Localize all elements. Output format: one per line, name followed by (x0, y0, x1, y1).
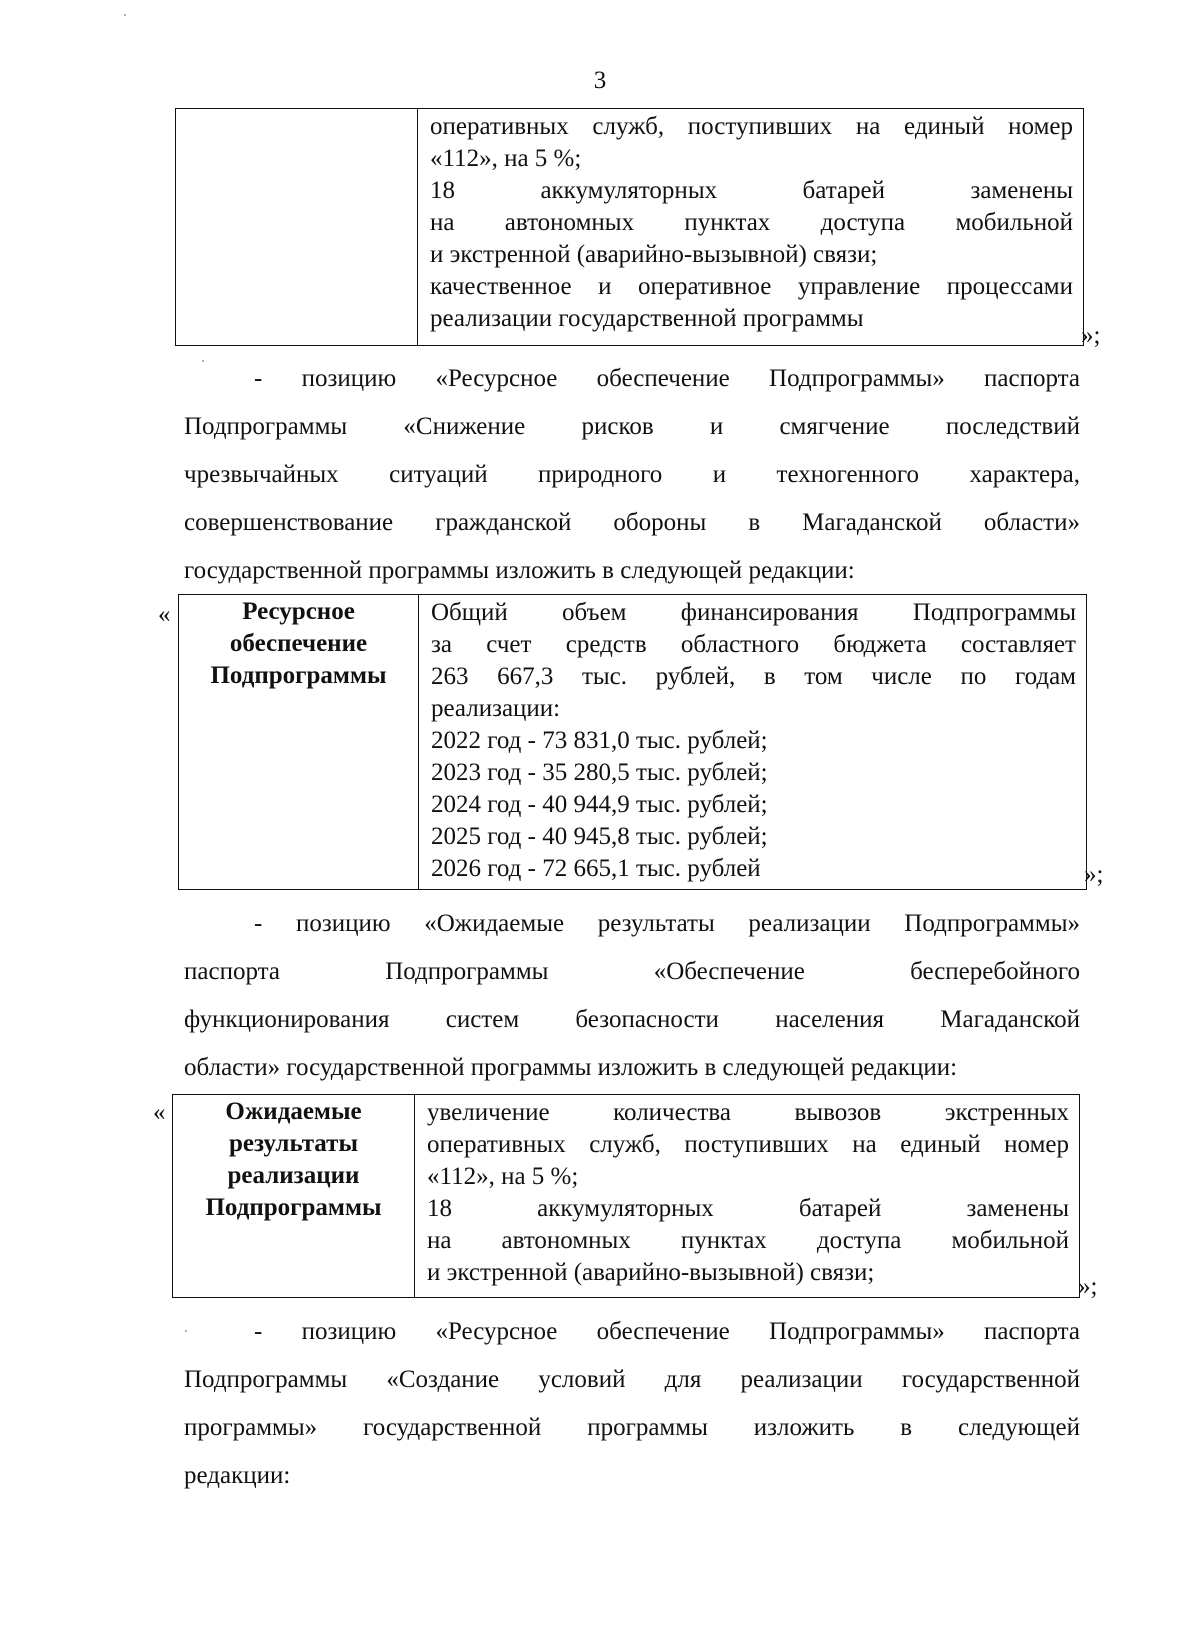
content-line: на автономных пунктах доступа мобильной (427, 1227, 1069, 1254)
content-line: 2025 год - 40 945,8 тыс. рублей; (431, 823, 768, 850)
paragraph-line: области» государственной программы изложить в следующей редакции: (184, 1054, 958, 1081)
paragraph-line: паспорта Подпрограммы «Обеспечение бесперебойного (184, 958, 1080, 985)
content-line: Общий объем финансирования Подпрограммы (431, 599, 1076, 626)
content-line: оперативных служб, поступивших на единый номер (430, 113, 1073, 140)
content-line: 18 аккумуляторных батарей заменены (427, 1195, 1069, 1222)
label-line: реализации (227, 1162, 360, 1189)
results-content-cell (418, 109, 1083, 345)
paragraph-results-position (184, 900, 1080, 1092)
content-line: и экстренной (аварийно-вызывной) связи; (427, 1259, 875, 1286)
content-line: «112», на 5 %; (427, 1163, 579, 1190)
label-line: Подпрограммы (210, 662, 387, 689)
paragraph-line: совершенствование гражданской обороны в Магаданской области» (184, 509, 1080, 536)
paragraph-line: редакции: (184, 1462, 291, 1489)
paragraph-resource-position-2 (184, 1308, 1080, 1500)
paragraph-line: Подпрограммы «Снижение рисков и смягчение последствий (184, 413, 1080, 440)
opening-quote: « (158, 601, 171, 628)
label-line: Подпрограммы (205, 1194, 382, 1221)
content-line: реализации государственной программы (430, 305, 864, 332)
expected-results-label-cell (173, 1095, 415, 1297)
closing-quote: »; (1084, 861, 1104, 888)
paragraph-line: - позицию «Ожидаемые результаты реализации Подпрограммы» (254, 910, 1080, 937)
scan-speck (124, 14, 126, 16)
content-line: увеличение количества вывозов экстренных (427, 1099, 1069, 1126)
content-line: за счет средств областного бюджета составляет (431, 631, 1076, 658)
paragraph-resource-position-1 (184, 355, 1080, 595)
content-line: 2026 год - 72 665,1 тыс. рублей (431, 855, 761, 882)
content-line: оперативных служб, поступивших на единый номер (427, 1131, 1069, 1158)
content-line: и экстренной (аварийно-вызывной) связи; (430, 241, 878, 268)
expected-results-table (172, 1094, 1080, 1298)
label-line: Ожидаемые (225, 1098, 362, 1125)
content-line: 2022 год - 73 831,0 тыс. рублей; (431, 727, 768, 754)
content-line: 263 667,3 тыс. рублей, в том числе по годам (431, 663, 1076, 690)
content-line: на автономных пунктах доступа мобильной (430, 209, 1073, 236)
results-table-continuation (175, 108, 1084, 346)
paragraph-line: Подпрограммы «Создание условий для реализации государственной (184, 1366, 1080, 1393)
resource-content-cell (419, 595, 1086, 889)
paragraph-line: программы» государственной программы изложить в следующей (184, 1414, 1080, 1441)
content-line: реализации: (431, 695, 561, 722)
page-number: 3 (593, 67, 607, 94)
resource-table (178, 594, 1087, 890)
label-line: Ресурсное (242, 598, 355, 625)
scan-speck (202, 360, 204, 362)
closing-quote: »; (1078, 1273, 1098, 1300)
label-line: результаты (229, 1130, 358, 1157)
closing-quote: »; (1081, 322, 1101, 349)
content-line: 2024 год - 40 944,9 тыс. рублей; (431, 791, 768, 818)
empty-label-cell (176, 109, 418, 345)
scan-speck (185, 1330, 187, 1332)
opening-quote: « (153, 1099, 166, 1126)
resource-label-cell (179, 595, 419, 889)
expected-results-content-cell (415, 1095, 1079, 1297)
content-line: качественное и оперативное управление процессами (430, 273, 1073, 300)
paragraph-line: - позицию «Ресурсное обеспечение Подпрограммы» паспорта (254, 1318, 1080, 1345)
paragraph-line: функционирования систем безопасности населения Магаданской (184, 1006, 1080, 1033)
label-line: обеспечение (229, 630, 368, 657)
content-line: 18 аккумуляторных батарей заменены (430, 177, 1073, 204)
content-line: «112», на 5 %; (430, 145, 582, 172)
content-line: 2023 год - 35 280,5 тыс. рублей; (431, 759, 768, 786)
paragraph-line: чрезвычайных ситуаций природного и техногенного характера, (184, 461, 1080, 488)
paragraph-line: - позицию «Ресурсное обеспечение Подпрограммы» паспорта (254, 365, 1080, 392)
paragraph-line: государственной программы изложить в следующей редакции: (184, 557, 855, 584)
